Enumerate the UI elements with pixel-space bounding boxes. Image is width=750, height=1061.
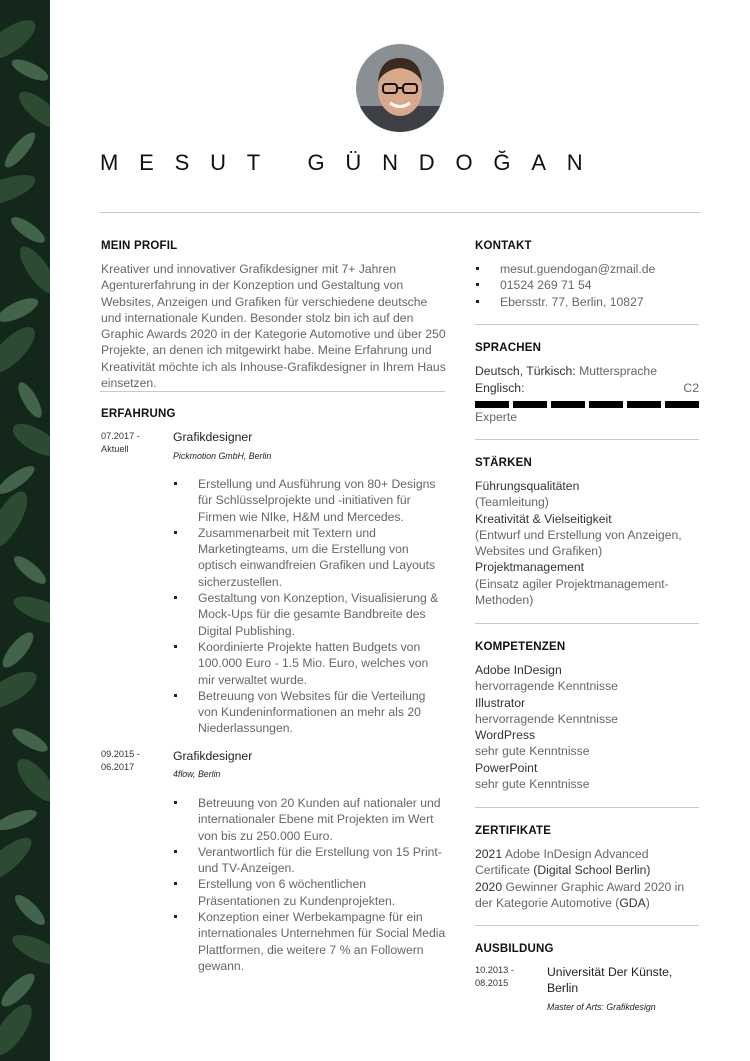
profile-divider <box>100 391 445 392</box>
job-bullet: Erstellung von 6 wöchentlichen Präsentationen zu Kundenprojekten. <box>172 876 447 909</box>
job-title: Grafikdesigner <box>173 430 253 444</box>
strength-title: Kreativität & Vielseitigkeit <box>475 511 612 526</box>
certificate-text: Gewinner Graphic Award 2020 in der Kategorie Automotive <box>475 879 685 910</box>
certificate-org: (Digital School Berlin) <box>533 863 651 878</box>
certificates-heading: ZERTIFIKATE <box>475 825 552 837</box>
contact-heading: KONTAKT <box>475 240 532 252</box>
skill-title: PowerPoint <box>475 760 538 775</box>
contact-list <box>474 261 704 310</box>
certificates-list <box>475 846 703 911</box>
experience-heading: ERFAHRUNG <box>101 408 176 420</box>
language-native <box>475 363 705 379</box>
job-company: 4flow, Berlin <box>173 769 221 779</box>
education-date: 10.2013 - 08.2015 <box>475 965 514 988</box>
strength-desc: (Einsatz agiler Projektmanagement-Methoden) <box>475 576 669 608</box>
job-bullet: Zusammenarbeit mit Textern und Marketingteams, um die Erstellung von optisch einwandfreien Grafiken und Layouts sicherzustellen. <box>172 525 447 590</box>
skill-level: sehr gute Kenntnisse <box>475 744 590 759</box>
job-company: Pickmotion GmbH, Berlin <box>173 451 272 461</box>
education-degree: Master of Arts: Grafikdesign <box>547 1002 656 1012</box>
job-bullet: Erstellung und Ausführung von 80+ Designs für Schlüsselprojekte und -initiativen für Firmen wie NIke, H&M und Mercedes. <box>172 476 447 525</box>
education-school: Universität Der Künste, Berlin <box>547 965 673 996</box>
job-bullet: Betreuung von Websites für die Verteilung von Kundeninformationen an mehr als 20 Niederlassungen. <box>172 688 447 737</box>
job-date: 07.2017 - Aktuell <box>101 431 140 454</box>
strength-desc: (Teamleitung) <box>475 495 549 510</box>
job-bullets <box>172 476 447 737</box>
skills-divider <box>475 807 699 808</box>
education-heading: AUSBILDUNG <box>475 943 554 955</box>
profile-text: Kreativer und innovativer Grafikdesigner mit 7+ Jahren Agenturerfahrung in der Konzeption und Gestaltung von Websites, Anzeigen und Grafiken für verschiedene deutsche und internationale Kunden. Besonder stolz bin ich auf den Graphic Awards 2020 in der Kategorie Automotive und über 250 Projekte, an denen ich mitgewirkt habe. Meine Erfahrung und Kreativität möchte ich als Inhouse-Grafikdesigner in Ihrem Haus einsetzen. <box>101 262 446 391</box>
job-bullet: Koordinierte Projekte hatten Budgets von 100.000 Euro - 1.5 Mio. Euro, welches von mir verwaltet wurde. <box>172 639 447 688</box>
skill-level: sehr gute Kenntnisse <box>475 777 590 792</box>
skill-title: Adobe InDesign <box>475 663 562 677</box>
job-bullets <box>172 795 447 974</box>
strength-title: Führungsqualitäten <box>475 479 580 493</box>
candidate-name: MESUT GÜNDOĞAN <box>100 150 604 175</box>
skills-list <box>475 662 700 792</box>
contact-email[interactable]: mesut.guendogan@zmail.de <box>474 261 704 277</box>
skills-heading: KOMPETENZEN <box>475 641 566 653</box>
language-level-segment <box>475 401 509 408</box>
language-level-segment <box>627 401 661 408</box>
certificate-item <box>475 879 703 912</box>
contact-phone[interactable]: 01524 269 71 54 <box>474 277 704 293</box>
language-level-segment <box>513 401 547 408</box>
language-native-name: Deutsch, Türkisch: <box>475 364 576 378</box>
header-divider <box>100 212 700 213</box>
contact-divider <box>475 324 699 325</box>
certificate-org: GDA <box>619 895 646 910</box>
language-level-segment <box>589 401 623 408</box>
languages-divider <box>475 439 699 440</box>
language-level-segment <box>665 401 699 408</box>
strength-desc: (Entwurf und Erstellung von Anzeigen, Websites und Grafiken) <box>475 527 682 559</box>
skill-title: WordPress <box>475 728 536 743</box>
language-native-level: Muttersprache <box>579 364 657 378</box>
job-title: Grafikdesigner <box>173 749 253 763</box>
certificate-text: Adobe InDesign Advanced Certificate <box>475 847 649 878</box>
job-bullet: Gestaltung von Konzeption, Visualisierung & Mock-Ups für die gesamte Bandbreite des Digital Publishing. <box>172 590 447 639</box>
decorative-leaf-strip <box>0 0 50 1061</box>
skill-level: hervorragende Kenntnisse <box>475 711 618 726</box>
strengths-heading: STÄRKEN <box>475 457 532 469</box>
job-bullet: Konzeption einer Werbekampagne für ein internationales Unternehmen für Social Media Plattformen, die weitere 7 % an Followern gewann. <box>172 909 447 974</box>
certificate-org-open: ( <box>615 895 620 910</box>
certificate-org-close: ) <box>645 895 650 910</box>
strengths-divider <box>475 623 699 624</box>
profile-photo <box>356 44 444 132</box>
language-english-name: Englisch: <box>475 381 525 395</box>
job-date: 09.2015 - 06.2017 <box>101 749 140 772</box>
contact-address: Ebersstr. 77, Berlin, 10827 <box>474 294 704 310</box>
certificate-year: 2021 <box>475 847 503 861</box>
certificate-item <box>475 846 703 879</box>
strengths-list <box>475 478 700 608</box>
job-bullet: Betreuung von 20 Kunden auf nationaler und internationaler Ebene mit Projekten im Wert von bis zu 250.000 Euro. <box>172 795 447 844</box>
languages-heading: SPRACHEN <box>475 342 542 354</box>
profile-heading: MEIN PROFIL <box>101 240 178 252</box>
language-english-level: Experte <box>475 410 518 424</box>
skill-title: Illustrator <box>475 695 526 710</box>
certificate-year: 2020 <box>475 879 503 894</box>
certificates-divider <box>475 925 699 926</box>
language-level-segment <box>551 401 585 408</box>
language-english-code: C2 <box>683 381 699 395</box>
job-bullet: Verantwortlich für die Erstellung von 15 Print- und TV-Anzeigen. <box>172 844 447 877</box>
skill-level: hervorragende Kenntnisse <box>475 679 618 694</box>
strength-title: Projektmanagement <box>475 560 585 575</box>
